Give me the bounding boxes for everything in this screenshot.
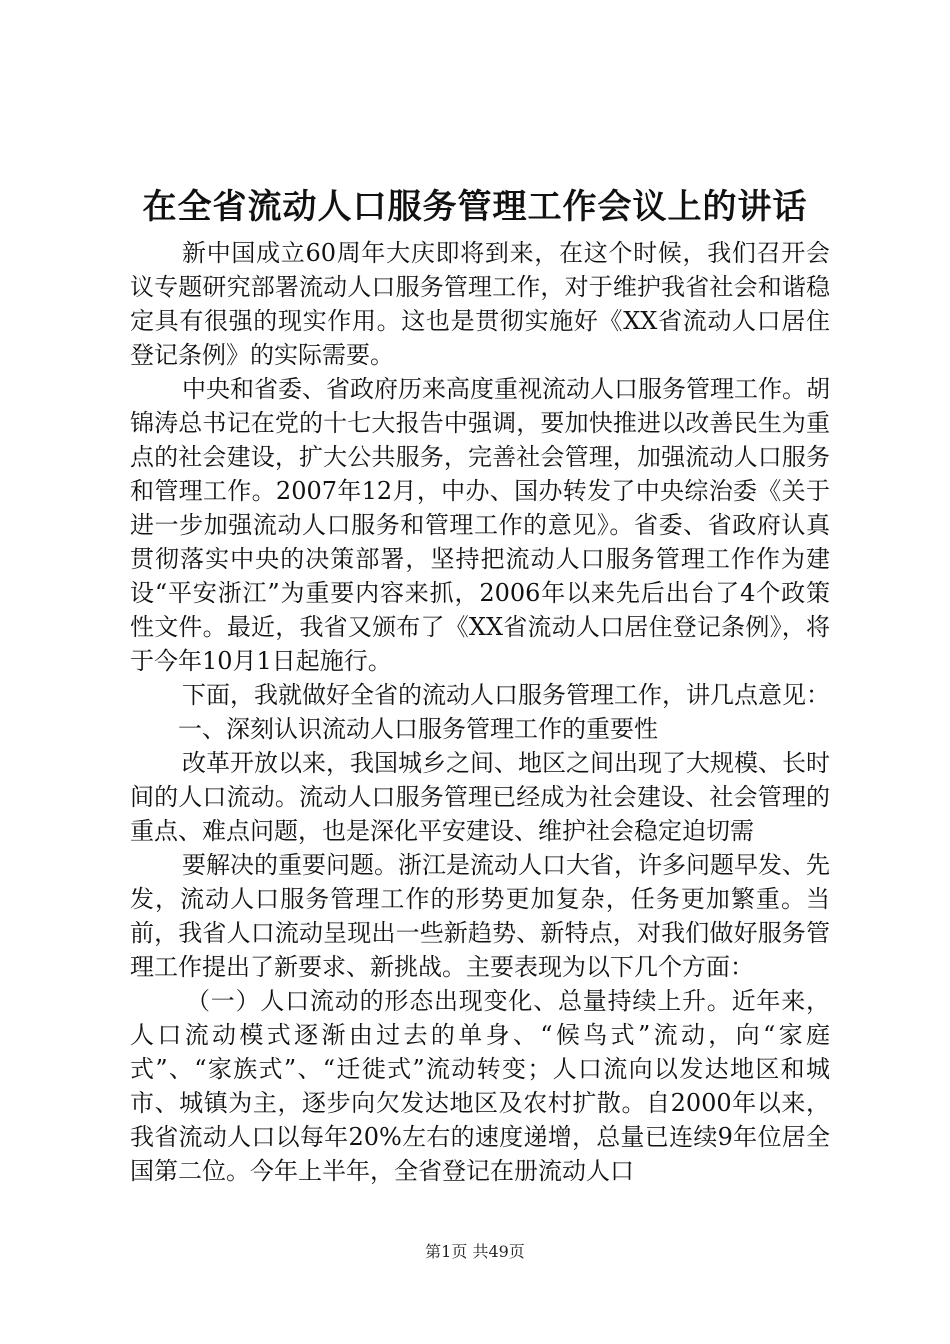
document-title: 在全省流动人口服务管理工作会议上的讲话 — [142, 187, 808, 227]
section-heading-1: 一、深刻认识流动人口服务管理工作的重要性 — [178, 715, 658, 743]
page-number-footer: 第1页 共49页 — [425, 1242, 525, 1261]
paragraph-intro: 新中国成立60周年大庆即将到来，在这个时候，我们召开会议专题研究部署流动人口服务管理工作，对于维护我省社会和谐稳定具有很强的现实作用。这也是贯彻实施好《XX省流动人口居住登记条例》的实际需要。 — [130, 239, 830, 369]
document-body — [130, 236, 830, 1188]
paragraph-central-policy: 中央和省委、省政府历来高度重视流动人口服务管理工作。胡锦涛总书记在党的十七大报告中强调，要加快推进以改善民生为重点的社会建设，扩大公共服务，完善社会管理，加强流动人口服务和管理工作。2007年12月，中办、国办转发了中央综治委《关于进一步加强流动人口服务和管理工作的意见》。省委、省政府认真贯彻落实中央的决策部署，坚持把流动人口服务管理工作作为建设“平安浙江”为重要内容来抓，2006年以来先后出台了4个政策性文件。最近，我省又颁布了《XX省流动人口居住登记条例》，将于今年10月1日起施行。 — [130, 375, 830, 675]
paragraph-opinions-intro: 下面，我就做好全省的流动人口服务管理工作，讲几点意见： — [182, 681, 830, 709]
paragraph-reform: 改革开放以来，我国城乡之间、地区之间出现了大规模、长时间的人口流动。流动人口服务管理已经成为社会建设、社会管理的重点、难点问题，也是深化平安建设、维护社会稳定迫切需 — [130, 749, 830, 845]
paragraph-subsection-1: （一）人口流动的形态出现变化、总量持续上升。近年来，人口流动模式逐渐由过去的单身、“候鸟式”流动，向“家庭式”、“家族式”、“迁徙式”流动转变；人口流向以发达地区和城市、城镇为主，逐步向欠发达地区及农村扩散。自2000年以来，我省流动人口以每年20%左右的速度递增，总量已连续9年位居全国第二位。今年上半年，全省登记在册流动人口 — [130, 987, 830, 1185]
paragraph-zhejiang: 要解决的重要问题。浙江是流动人口大省，许多问题早发、先发，流动人口服务管理工作的形势更加复杂，任务更加繁重。当前，我省人口流动呈现出一些新趋势、新特点，对我们做好服务管理工作提出了新要求、新挑战。主要表现为以下几个方面： — [130, 851, 830, 981]
